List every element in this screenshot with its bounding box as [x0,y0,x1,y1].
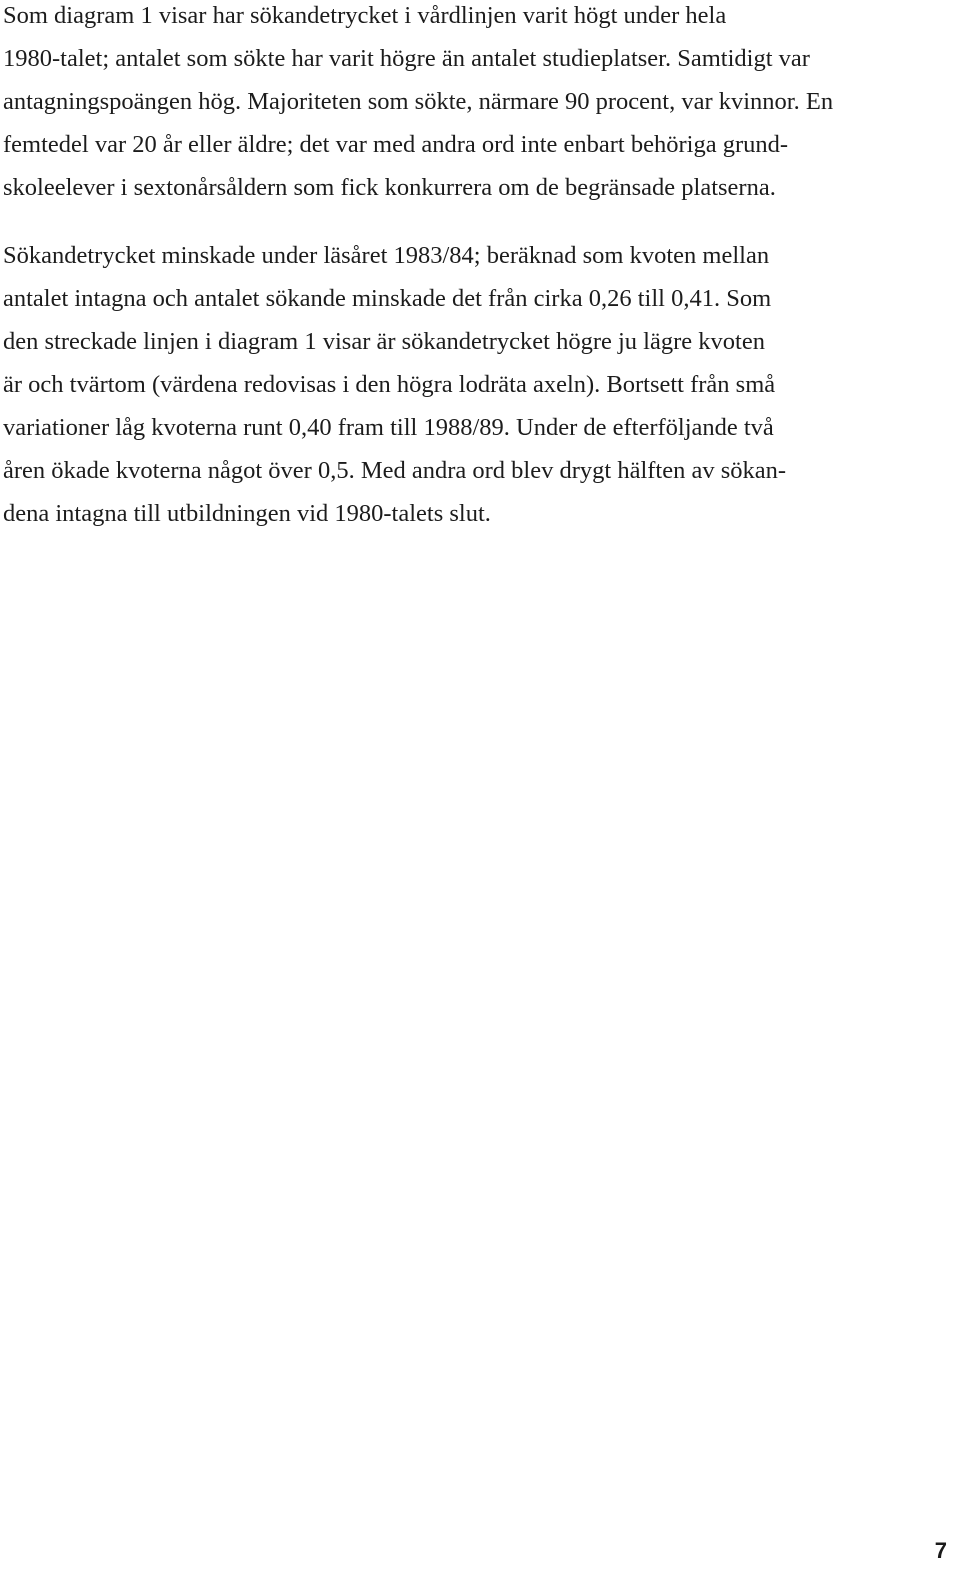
text-line: variationer låg kvoterna runt 0,40 fram till 1988/89. Under de efterföljande två [3,414,774,441]
text-line: antalet intagna och antalet sökande minskade det från cirka 0,26 till 0,41. Som [3,285,772,312]
body-text [3,0,938,541]
text-line: antagningspoängen hög. Majoriteten som sökte, närmare 90 procent, var kvinnor. En [3,88,834,115]
page-number: 7 [934,1538,947,1563]
text-line: dena intagna till utbildningen vid 1980-talets slut. [3,500,491,527]
text-line: den streckade linjen i diagram 1 visar är sökandetrycket högre ju lägre kvoten [3,328,765,355]
text-line: skoleelever i sextonårsåldern som fick konkurrera om de begränsade platserna. [3,174,776,201]
text-line: åren ökade kvoterna något över 0,5. Med andra ord blev drygt hälften av sökan- [3,457,787,484]
text-line: 1980-talet; antalet som sökte har varit högre än antalet studieplatser. Samtidigt var [3,45,810,72]
text-line: Som diagram 1 visar har sökandetrycket i vårdlinjen varit högt under hela [3,2,727,29]
paragraph-2 [3,240,938,541]
text-line: femtedel var 20 år eller äldre; det var med andra ord inte enbart behöriga grund- [3,131,789,158]
text-line: är och tvärtom (värdena redovisas i den högra lodräta axeln). Bortsett från små [3,371,776,398]
paragraph-1 [3,0,938,215]
text-line: Sökandetrycket minskade under läsåret 1983/84; beräknad som kvoten mellan [3,242,770,269]
